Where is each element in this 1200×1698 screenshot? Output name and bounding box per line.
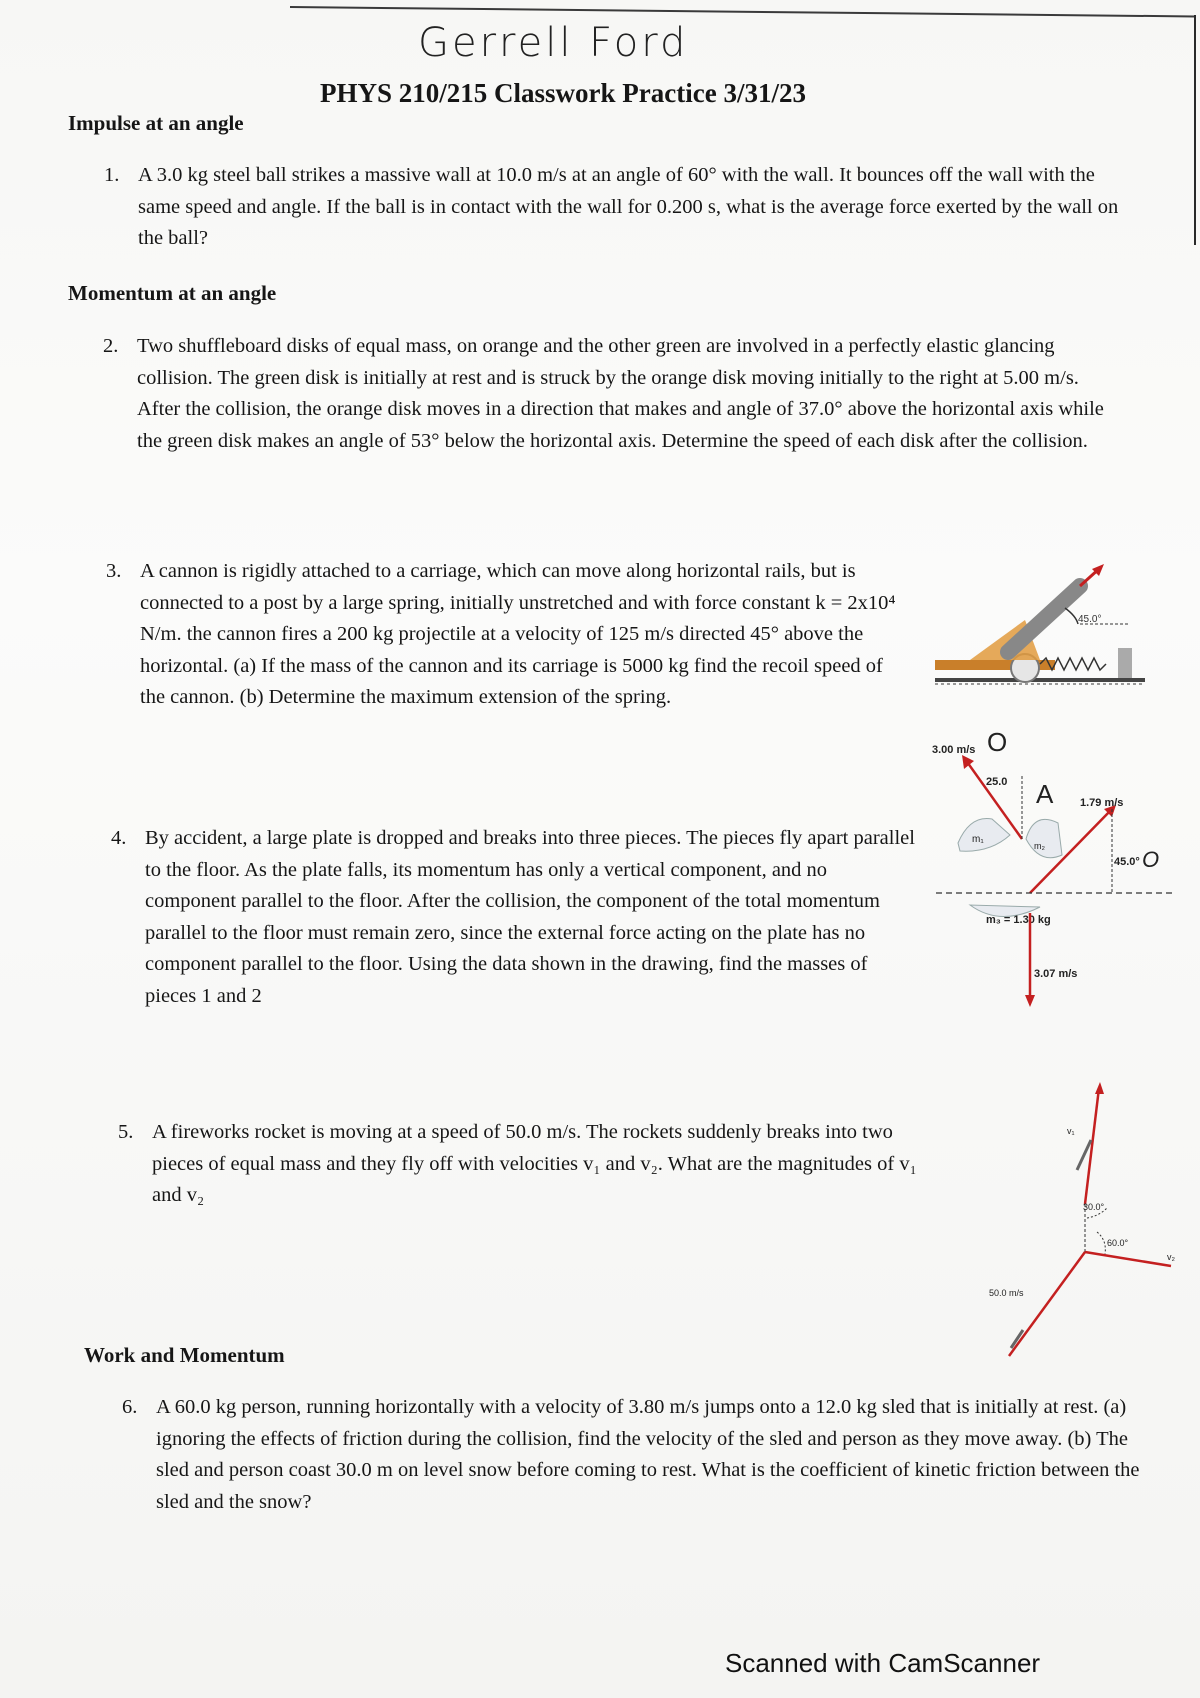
angle-arc-2	[1097, 1232, 1105, 1254]
v2-vector	[1085, 1252, 1171, 1266]
question-text: A 3.0 kg steel ball strikes a massive wall at 10.0 m/s at an angle of 60° with the wall. It bounces off the wall with the same speed and angle. If the ball is in contact with the wall for 0.200 s, what is the average force exerted by the wall on the ball?	[138, 164, 1119, 249]
question-6	[122, 1392, 1141, 1518]
v2-label: v₂	[1167, 1252, 1175, 1262]
section-work: Work and Momentum	[84, 1343, 285, 1367]
section-momentum: Momentum at an angle	[68, 281, 277, 305]
question-number: 2.	[103, 335, 119, 357]
page-title: PHYS 210/215 Classwork Practice 3/31/23	[320, 78, 806, 108]
angle2-label: 60.0°	[1107, 1238, 1129, 1248]
m1-label: m₁	[972, 834, 984, 845]
question-text: By accident, a large plate is dropped and breaks into three pieces. The pieces fly apart parallel to the floor. As the plate falls, its momentum has only a vertical component, and no component parallel to the floor. After the collision, the component of the total momentum parallel to the floor must remain zero, since the external force acting on the plate has no component parallel to the floor. Using the data shown in the drawing, find the masses of pieces 1 and 2	[145, 827, 915, 1007]
angle1-label: 30.0°	[1083, 1202, 1105, 1212]
v2-label: 1.79 m/s	[1080, 797, 1124, 809]
v1-label: v₁	[1067, 1126, 1075, 1136]
angle-label: 45.0°	[1078, 614, 1102, 625]
rail-floor	[935, 678, 1145, 682]
question-4	[111, 823, 915, 1012]
handwritten-o1: O	[987, 727, 1008, 757]
scanner-watermark: Scanned with CamScanner	[725, 1648, 1041, 1678]
question-3	[106, 556, 900, 714]
rocket-figure	[975, 1080, 1180, 1360]
cannon-barrel	[1008, 586, 1080, 652]
question-text: A 60.0 kg person, running horizontally with a velocity of 3.80 m/s jumps onto a 12.0 kg sled that is initially at rest. (a) ignoring the effects of friction during the collision, find the velocity of the sled and person as they move away. (b) The sled and person coast 30.0 m on level snow before coming to rest. What is the coefficient of kinetic friction between the sled and the snow?	[156, 1396, 1140, 1513]
question-text: A cannon is rigidly attached to a carriage, which can move along horizontal rails, but is connected to a post by a large spring, initially unstretched and with force constant k = 2x10⁴ N/m. the cannon fires a 200 kg projectile at a velocity of 125 m/s directed 45° above the horizontal. (a) If the mass of the cannon and its carriage is 5000 kg find the recoil speed of the cannon. (b) Determine the maximum extension of the spring.	[140, 560, 896, 708]
question-text: A fireworks rocket is moving at a speed of 50.0 m/s. The rockets suddenly breaks into two pieces of equal mass and they fly off with velocities v₁ and v₂. What are the magnitudes of v₁ and v₂	[152, 1121, 917, 1206]
question-2	[103, 331, 1120, 457]
angle2-label: 45.0°	[1114, 856, 1140, 868]
question-number: 5.	[118, 1121, 134, 1143]
question-1	[104, 160, 1128, 255]
question-number: 3.	[106, 560, 122, 582]
speed-label: 50.0 m/s	[989, 1288, 1024, 1298]
question-number: 4.	[111, 827, 127, 849]
angle1-label: 25.0	[986, 776, 1008, 788]
top-border-line	[290, 6, 1195, 17]
handwritten-a: A	[1036, 779, 1054, 809]
plate-figure	[930, 715, 1175, 1015]
cannon-figure	[930, 560, 1160, 695]
plate-piece-2	[1026, 819, 1062, 857]
rocket-trail	[1009, 1252, 1085, 1356]
angle-arc	[1065, 608, 1078, 624]
post	[1118, 648, 1132, 678]
question-number: 6.	[122, 1396, 138, 1418]
m3-label: m₃ = 1.30 kg	[986, 914, 1051, 926]
handwritten-name: Gerrell Ford	[418, 20, 689, 66]
question-text: Two shuffleboard disks of equal mass, on orange and the other green are involved in a perfectly elastic glancing collision. The green disk is initially at rest and is struck by the orange disk moving initially to the right at 5.00 m/s. After the collision, the orange disk moves in a direction that makes and angle of 37.0° above the horizontal axis while the green disk makes an angle of 53° below the horizontal axis. Determine the speed of each disk after the collision.	[137, 335, 1104, 452]
section-impulse: Impulse at an angle	[68, 111, 244, 135]
v3-label: 3.07 m/s	[1034, 968, 1078, 980]
handwritten-o2: O	[1142, 847, 1160, 872]
question-number: 1.	[104, 164, 120, 186]
question-5	[118, 1117, 932, 1212]
m2-label: m₂	[1034, 841, 1045, 851]
right-border-line	[1194, 15, 1196, 245]
v1-label: 3.00 m/s	[932, 744, 976, 756]
plate-piece-1	[958, 819, 1010, 852]
